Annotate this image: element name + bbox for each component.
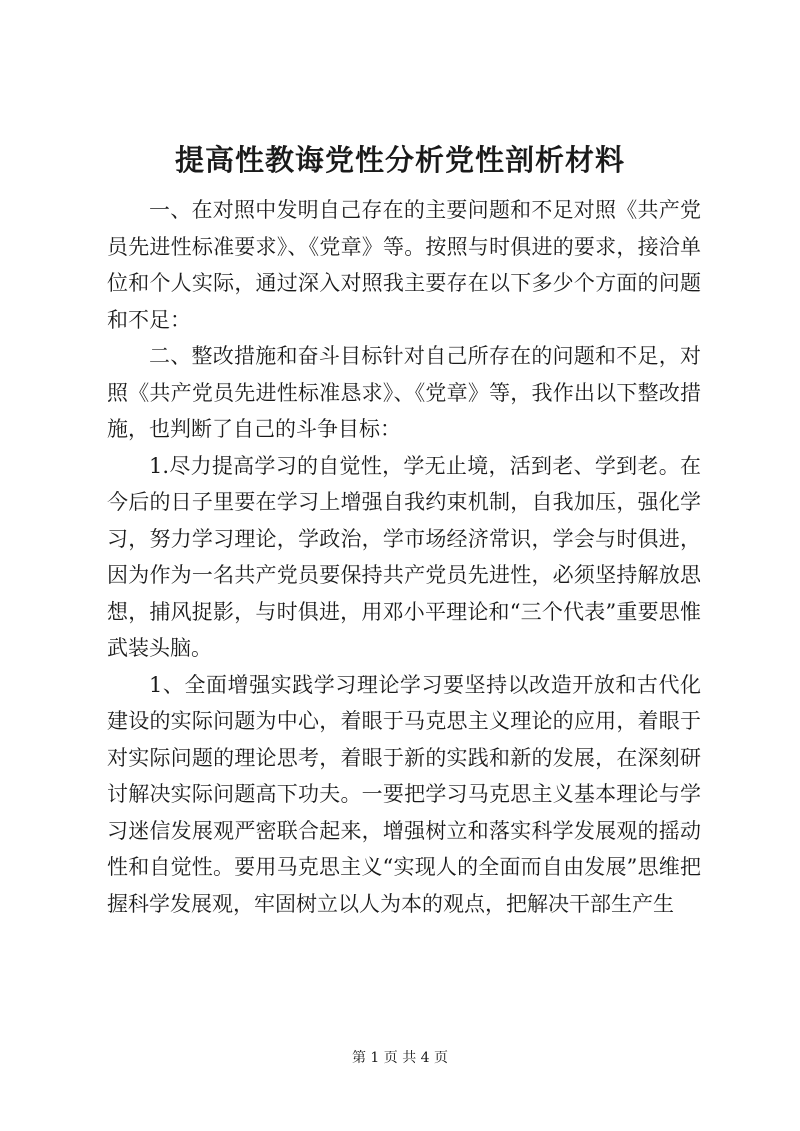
page-footer: 第 1 页 共 4 页 [351,1050,449,1066]
paragraph-1: 一、在对照中发明自己存在的主要问题和不足对照《共产党员先进性标准要求》、《党章》等。按照与时俱进的要求，接洽单位和个人实际，通过深入对照我主要存在以下多少个方面的问题和不足： [107,198,701,332]
paragraph-3: 1.尽力提高学习的自觉性，学无止境，活到老、学到老。在今后的日子里要在学习上增强自我约束机制，自我加压，强化学习，努力学习理论，学政治，学市场经济常识，学会与时俱进，因为作为一名共产党员要保持共产党员先进性，必须坚持解放思想，捕风捉影，与时俱进，用邓小平理论和“三个代表”重要思惟武装头脑。 [107,453,701,660]
paragraph-2: 二、整改措施和奋斗目标针对自己所存在的问题和不足，对照《共产党员先进性标准恳求》、《党章》等，我作出以下整改措施，也判断了自己的斗争目标： [107,344,701,441]
paragraph-4: 1、全面增强实践学习理论学习要坚持以改造开放和古代化建设的实际问题为中心，着眼于马克思主义理论的应用，着眼于对实际问题的理论思考，着眼于新的实践和新的发展，在深刻研讨解决实际问题高下功夫。一要把学习马克思主义基本理论与学习迷信发展观严密联合起来，增强树立和落实科学发展观的摇动性和自觉性。要用马克思主义“实现人的全面而自由发展”思维把握科学发展观，牢固树立以人为本的观点，把解决干部生产生 [107,672,701,916]
document-title: 提高性教诲党性分析党性剖析材料 [174,143,625,177]
document-body [107,192,701,922]
